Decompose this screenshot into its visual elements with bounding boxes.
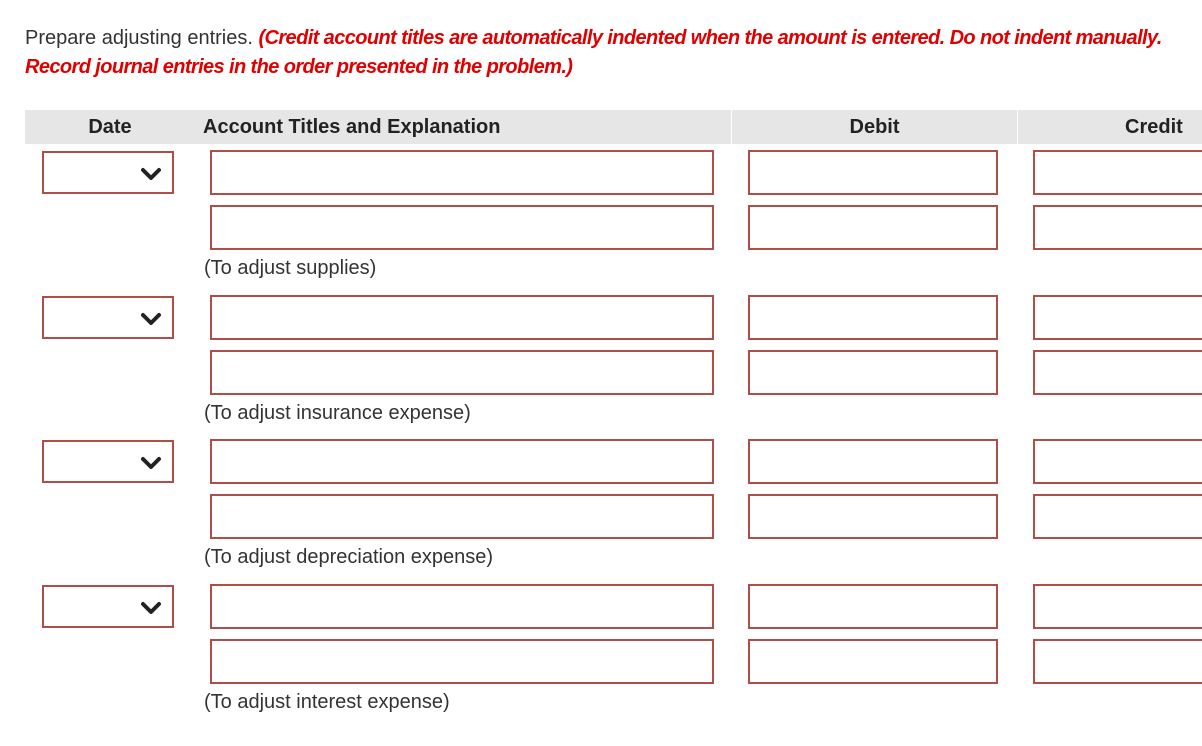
date-select[interactable] bbox=[42, 585, 174, 628]
chevron-down-icon bbox=[140, 308, 162, 330]
journal-entry bbox=[0, 290, 1202, 435]
instructions-emphasis: (Credit account titles are automatically indented when the amount is entered. Do not indent manually. Record journal entries in the order presented in the problem.) bbox=[25, 27, 1162, 78]
chevron-down-icon bbox=[140, 452, 162, 474]
debit-column-header: Debit bbox=[731, 110, 1018, 144]
date-select[interactable] bbox=[42, 440, 174, 483]
credit-amount-input[interactable] bbox=[1033, 295, 1202, 340]
journal-entry bbox=[0, 434, 1202, 579]
entry-explanation: (To adjust supplies) bbox=[204, 257, 377, 279]
journal-entry bbox=[0, 579, 1202, 724]
account-title-input[interactable] bbox=[210, 350, 714, 395]
debit-amount-input[interactable] bbox=[748, 205, 998, 250]
date-select[interactable] bbox=[42, 151, 174, 194]
credit-amount-input[interactable] bbox=[1033, 150, 1202, 195]
entry-explanation: (To adjust insurance expense) bbox=[204, 402, 471, 424]
debit-amount-input[interactable] bbox=[748, 350, 998, 395]
account-title-input[interactable] bbox=[210, 494, 714, 539]
account-title-input[interactable] bbox=[210, 639, 714, 684]
account-title-input[interactable] bbox=[210, 295, 714, 340]
account-title-input[interactable] bbox=[210, 439, 714, 484]
credit-amount-input[interactable] bbox=[1033, 350, 1202, 395]
date-column-header: Date bbox=[88, 116, 132, 138]
chevron-down-icon bbox=[140, 163, 162, 185]
debit-amount-input[interactable] bbox=[748, 639, 998, 684]
credit-amount-input[interactable] bbox=[1033, 494, 1202, 539]
account-column-header: Account Titles and Explanation bbox=[203, 116, 501, 138]
entry-explanation: (To adjust interest expense) bbox=[204, 691, 450, 713]
account-title-input[interactable] bbox=[210, 584, 714, 629]
journal-table-header bbox=[25, 110, 1202, 144]
account-title-input[interactable] bbox=[210, 150, 714, 195]
entry-explanation: (To adjust depreciation expense) bbox=[204, 546, 494, 568]
credit-amount-input[interactable] bbox=[1033, 439, 1202, 484]
instructions-lead: Prepare adjusting entries. bbox=[25, 27, 259, 49]
instructions bbox=[25, 24, 1175, 82]
journal-entry bbox=[0, 145, 1202, 290]
account-title-input[interactable] bbox=[210, 205, 714, 250]
debit-amount-input[interactable] bbox=[748, 150, 998, 195]
credit-amount-input[interactable] bbox=[1033, 584, 1202, 629]
debit-amount-input[interactable] bbox=[748, 494, 998, 539]
debit-amount-input[interactable] bbox=[748, 439, 998, 484]
debit-amount-input[interactable] bbox=[748, 295, 998, 340]
debit-amount-input[interactable] bbox=[748, 584, 998, 629]
date-select[interactable] bbox=[42, 296, 174, 339]
credit-amount-input[interactable] bbox=[1033, 205, 1202, 250]
chevron-down-icon bbox=[140, 597, 162, 619]
credit-amount-input[interactable] bbox=[1033, 639, 1202, 684]
credit-column-header: Credit bbox=[1125, 116, 1183, 138]
